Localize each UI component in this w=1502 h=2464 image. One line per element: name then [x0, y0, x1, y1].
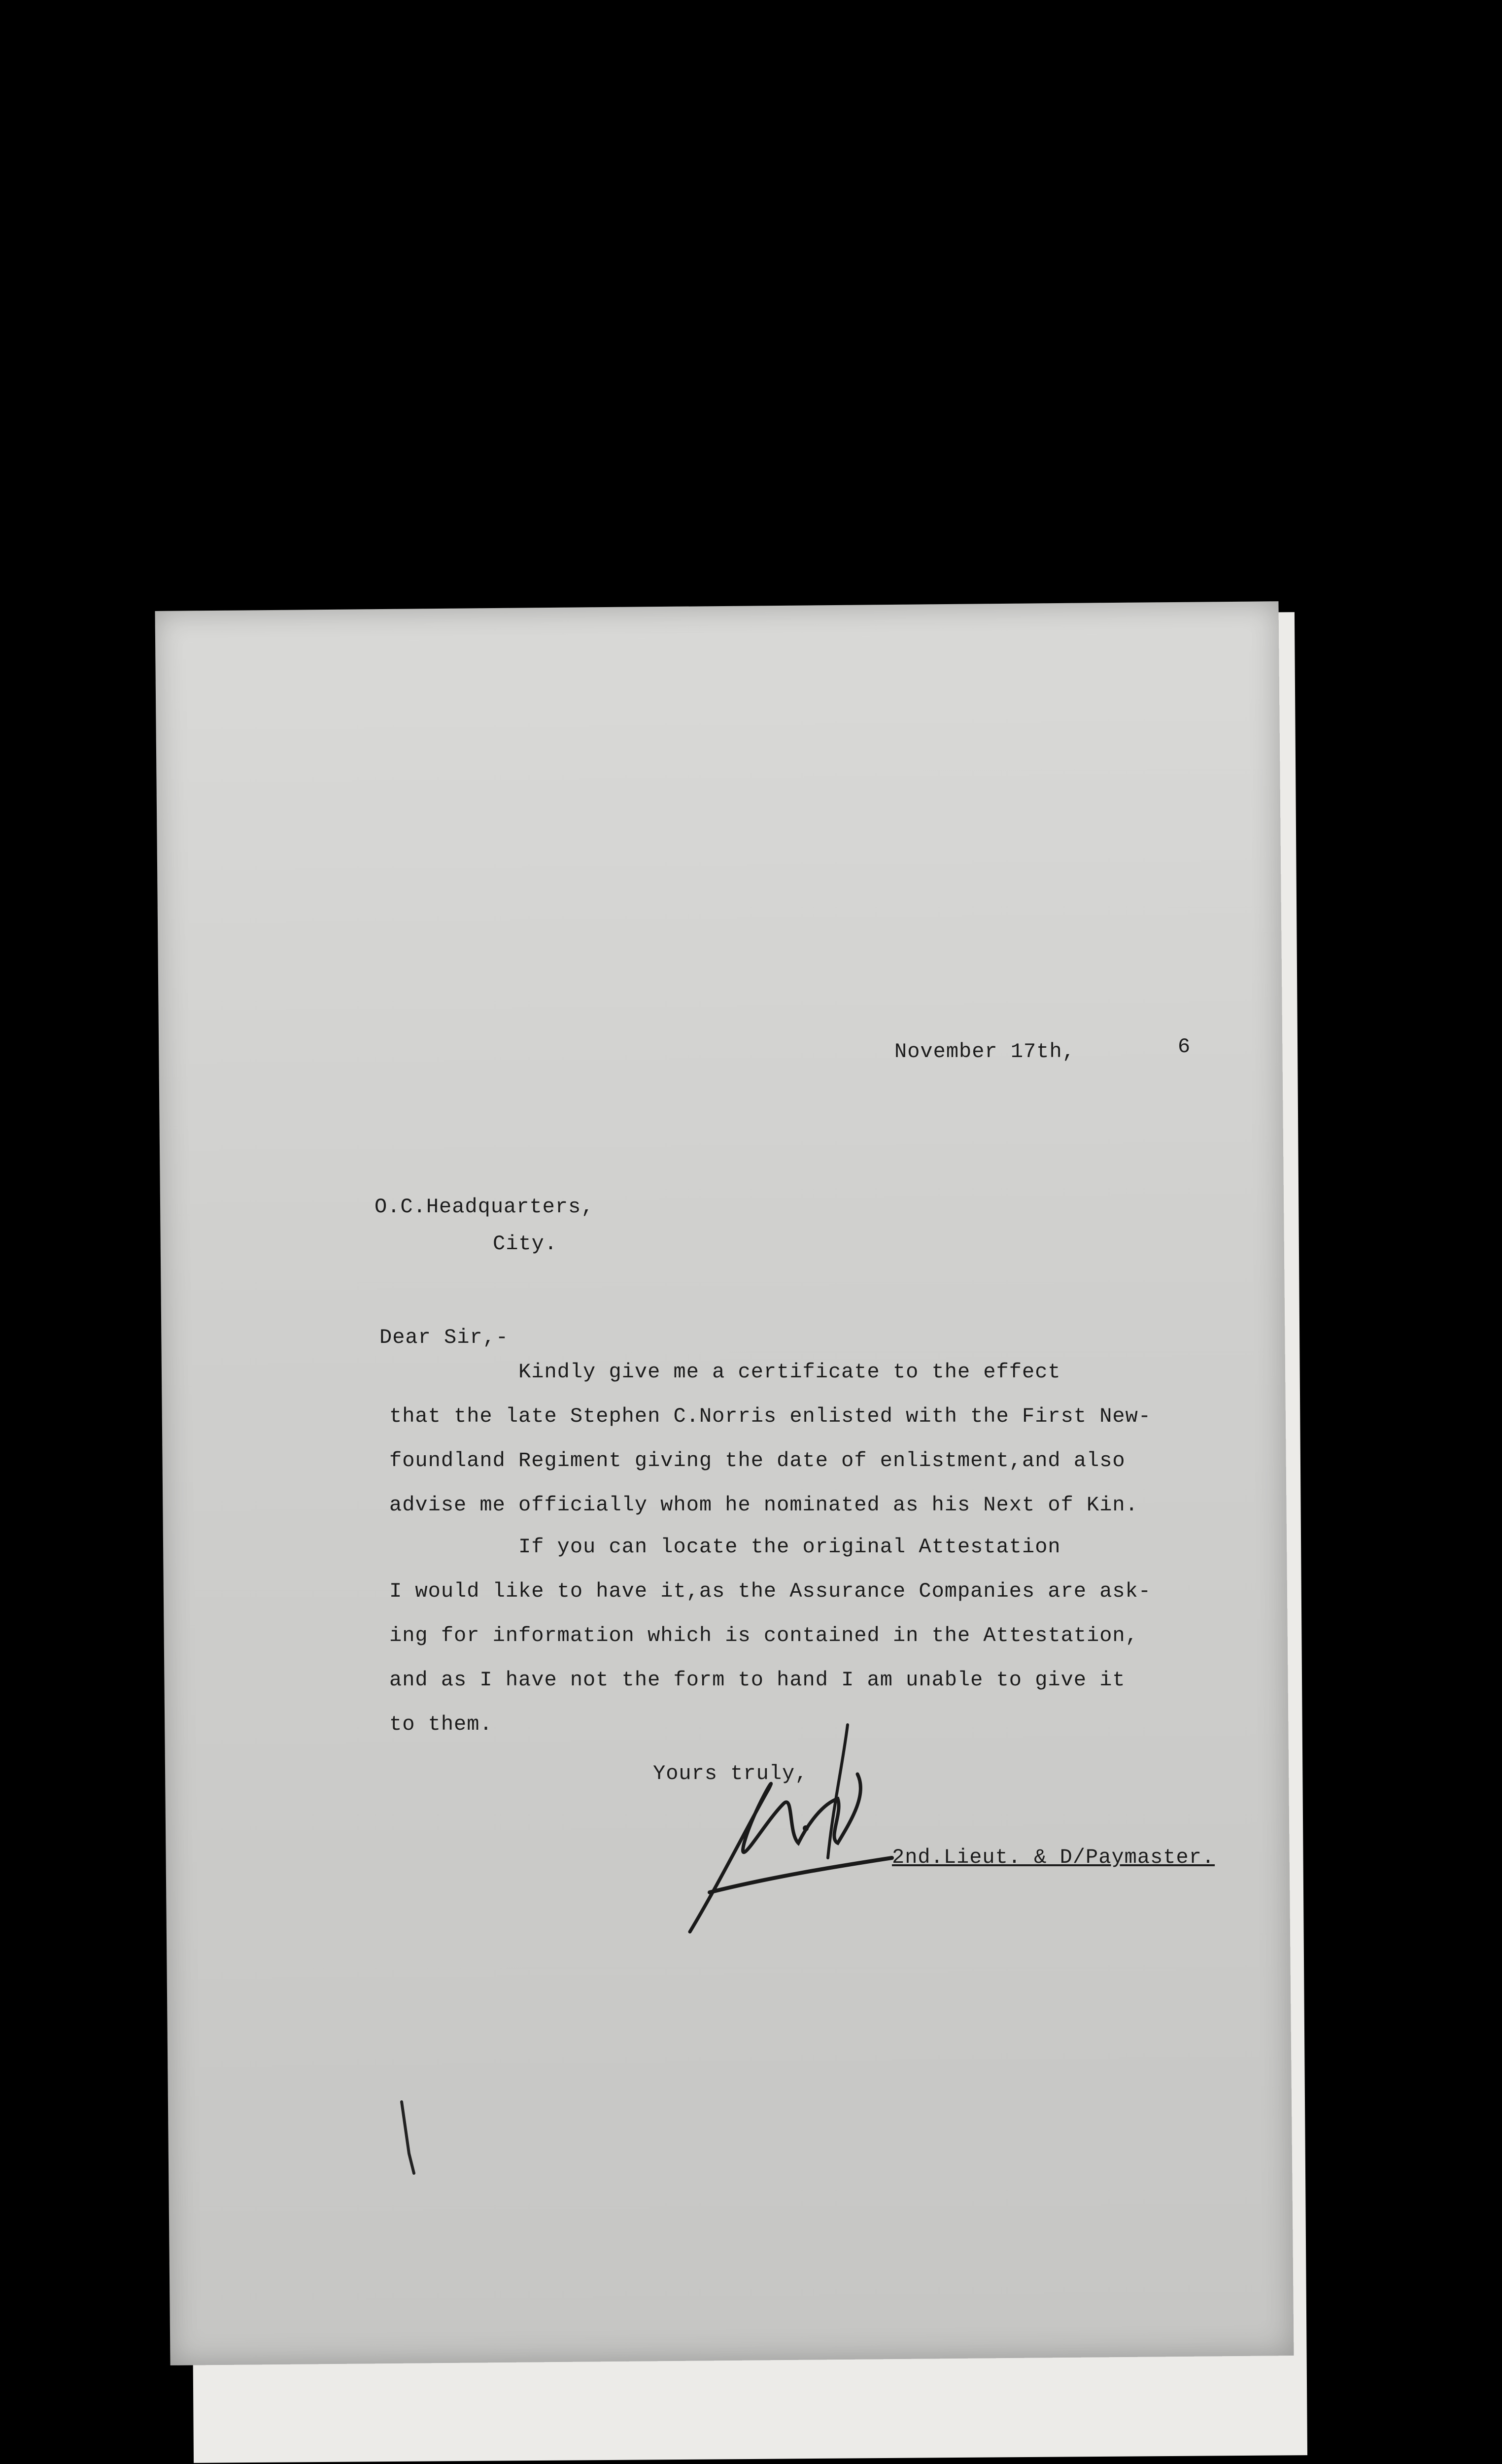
body-line: ing for information which is contained in the Attestation,	[389, 1624, 1138, 1647]
recipient-line-2: City.	[493, 1232, 558, 1256]
body-line: advise me officially whom he nominated as his Next of Kin.	[389, 1493, 1138, 1517]
body-line: If you can locate the original Attestation	[389, 1535, 1061, 1559]
body-line: that the late Stephen C.Norris enlisted with the First New-	[389, 1404, 1152, 1428]
page-number: 6	[1178, 1035, 1191, 1059]
salutation: Dear Sir,-	[379, 1326, 509, 1349]
body-line: foundland Regiment giving the date of enlistment,and also	[389, 1449, 1126, 1472]
letter-date: November 17th,	[894, 1040, 1075, 1063]
body-line: to them.	[389, 1712, 493, 1736]
body-line: Kindly give me a certificate to the effect	[389, 1360, 1061, 1384]
letter-sheet	[155, 601, 1294, 2365]
recipient-line-1: O.C.Headquarters,	[375, 1195, 594, 1219]
body-line: I would like to have it,as the Assurance Companies are ask-	[389, 1579, 1152, 1603]
closing: Yours truly,	[653, 1762, 808, 1785]
pencil-mark	[399, 2099, 419, 2178]
body-line: and as I have not the form to hand I am unable to give it	[389, 1668, 1126, 1692]
signer-title: 2nd.Lieut. & D/Paymaster.	[892, 1846, 1215, 1869]
handwritten-signature	[680, 1695, 926, 1951]
